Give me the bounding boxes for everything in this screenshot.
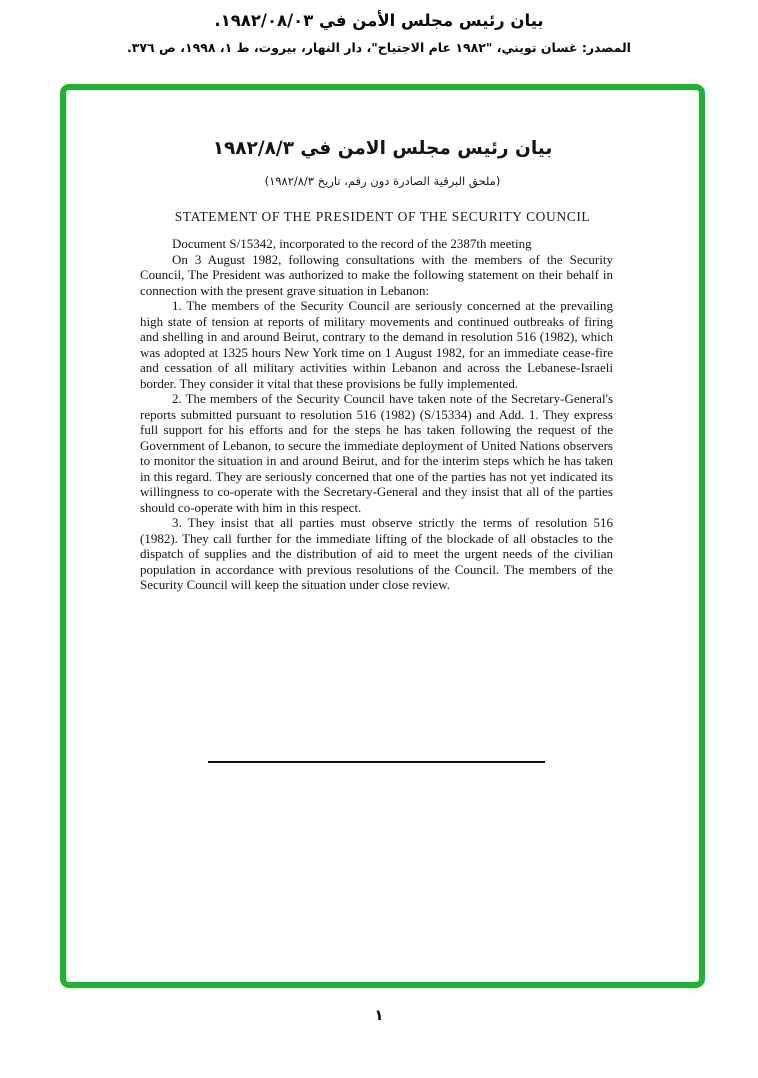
paragraph-introduction: On 3 August 1982, following consultations with the members of the Security Council, The President was authorized to make the following statement on their behalf in connection with the present grave situation in Lebanon: <box>140 251 613 298</box>
document-english-title: STATEMENT OF THE PRESIDENT OF THE SECURITY COUNCIL <box>174 209 591 224</box>
page-number: ١ <box>374 1006 384 1024</box>
source-header <box>0 8 758 60</box>
paragraph-point-2: 2. The members of the Security Council have taken note of the Secretary-General's reports submitted pursuant to resolution 516 (1982) (S/15334) and Add. 1. They express full support for his efforts and for the steps he has taken following the request of the Government of Lebanon, to secure the immediate deployment of United Nations observers to monitor the situation in and around Beirut, and for the interim steps which he has taken in this regard. They are seriously concerned that one of the parties has not yet indicated its willingness to co-operate with the Secretary-General and they insist that all of the parties should co-operate with him in this respect. <box>140 391 613 515</box>
paragraph-document-reference: Document S/15342, incorporated to the record of the 2387th meeting <box>172 236 532 251</box>
document-arabic-subtitle: (ملحق البرقية الصادرة دون رقم، تاريخ ١٩٨٢/٨/٣) <box>264 174 501 188</box>
green-scan-frame <box>60 84 705 988</box>
document-body <box>140 236 613 593</box>
footnote-divider-line <box>208 761 545 763</box>
document-arabic-title: بيان رئيس مجلس الامن في ١٩٨٢/٨/٣ <box>212 138 553 159</box>
paragraph-point-3: 3. They insist that all parties must observe strictly the terms of resolution 516 (1982). They call further for the immediate lifting of the blockade of all obstacles to the dispatch of supplies and the distribution of aid to meet the urgent needs of the civilian population in accordance with previous resolutions of the Council. The members of the Security Council will keep the situation under close review. <box>140 515 613 592</box>
paragraph-point-1: 1. The members of the Security Council are seriously concerned at the prevailing high state of tension at reports of military movements and continued outbreaks of firing and shelling in and around Beirut, contrary to the demand in resolution 516 (1982), which was adopted at 1325 hours New York time on 1 August 1982, for an immediate cease-fire and cessation of all military activities within Lebanon and across the Lebanese-Israeli border. They consider it vital that these provisions be fully implemented. <box>140 298 613 391</box>
source-header-title: بيان رئيس مجلس الأمن في ١٩٨٢/٠٨/٠٣. <box>214 11 544 30</box>
source-citation-line: المصدر: غسان تويني، "١٩٨٢ عام الاجتياح"، دار النهار، بيروت، ط ١، ١٩٩٨، ص ٣٧٦. <box>127 40 631 55</box>
